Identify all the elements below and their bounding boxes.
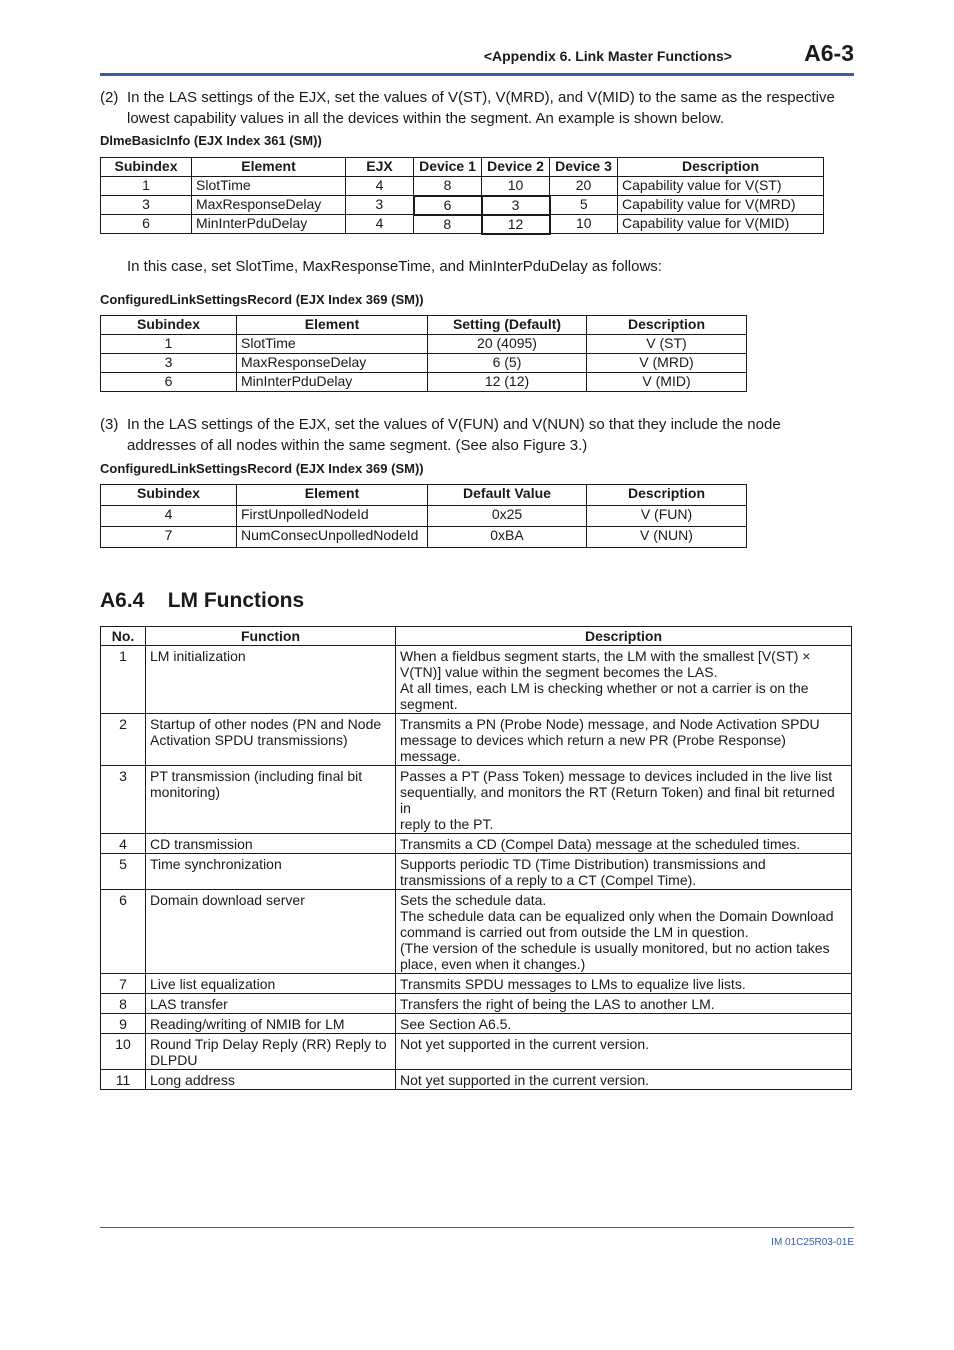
- cell-line: Startup of other nodes (PN and Node: [150, 716, 382, 732]
- paragraph-number: (3): [100, 416, 119, 433]
- function-number: 9: [101, 1014, 146, 1034]
- table-cell: V (FUN): [587, 506, 747, 527]
- column-header: Subindex: [101, 158, 192, 177]
- table-row: [101, 527, 747, 548]
- table-cell: SlotTime: [237, 335, 428, 354]
- function-description: [396, 834, 852, 854]
- column-header: Device 2: [482, 158, 550, 177]
- cell-line: Transmits a CD (Compel Data) message at the scheduled times.: [400, 836, 801, 852]
- table-row: [101, 834, 852, 854]
- function-description: [396, 1014, 852, 1034]
- paragraph-number: (2): [100, 89, 119, 106]
- table-cell: Capability value for V(MRD): [618, 196, 824, 215]
- configured-link-settings-table: [100, 315, 747, 392]
- dlme-basic-info-table: [100, 157, 824, 235]
- cell-line: DLPDU: [150, 1052, 198, 1068]
- table-cell: 20: [550, 177, 618, 196]
- cell-line: segment.: [400, 696, 458, 712]
- table-cell: 8: [414, 177, 482, 196]
- function-name: [146, 1014, 396, 1034]
- cell-line: Transfers the right of being the LAS to another LM.: [400, 996, 715, 1012]
- table-row: [101, 1070, 852, 1090]
- column-header: Element: [237, 316, 428, 335]
- column-header: Element: [192, 158, 346, 177]
- column-header: Device 1: [414, 158, 482, 177]
- cell-line: Activation SPDU transmissions): [150, 732, 348, 748]
- table-cell: NumConsecUnpolledNodeId: [237, 527, 428, 548]
- cell-line: Round Trip Delay Reply (RR) Reply to: [150, 1036, 387, 1052]
- column-header: Device 3: [550, 158, 618, 177]
- function-number: 1: [101, 646, 146, 714]
- cell-line: At all times, each LM is checking whether or not a carrier is on the: [400, 680, 809, 696]
- column-header: Description: [396, 627, 852, 646]
- table-cell: 8: [414, 215, 482, 234]
- column-header: Description: [587, 316, 747, 335]
- table-cell: V (ST): [587, 335, 747, 354]
- header-rule: [100, 73, 854, 76]
- table-cell: Capability value for V(ST): [618, 177, 824, 196]
- function-number: 11: [101, 1070, 146, 1090]
- cell-line: Not yet supported in the current version.: [400, 1072, 650, 1088]
- cell-line: PT transmission (including final bit: [150, 768, 363, 784]
- column-header: Function: [146, 627, 396, 646]
- table-cell: 7: [101, 527, 237, 548]
- cell-line: sequentially, and monitors the RT (Return Token) and final bit returned in: [400, 784, 835, 816]
- function-number: 3: [101, 766, 146, 834]
- cell-line: monitoring): [150, 784, 221, 800]
- table-row: [101, 506, 747, 527]
- function-number: 10: [101, 1034, 146, 1070]
- table-cell: 0xBA: [428, 527, 587, 548]
- cell-line: Sets the schedule data.: [400, 892, 547, 908]
- cell-line: Passes a PT (Pass Token) message to devices included in the live list: [400, 768, 833, 784]
- table-row: [101, 994, 852, 1014]
- cell-line: Domain download server: [150, 892, 305, 908]
- function-description: [396, 646, 852, 714]
- table-row: [101, 854, 852, 890]
- paragraph-line: lowest capability values in all the devices within the segment. An example is shown below.: [127, 110, 724, 127]
- function-name: [146, 890, 396, 974]
- cell-line: command is carried out from outside the LM in question.: [400, 924, 749, 940]
- column-header: Setting (Default): [428, 316, 587, 335]
- function-number: 5: [101, 854, 146, 890]
- table2-caption: ConfiguredLinkSettingsRecord (EJX Index 369 (SM)): [100, 292, 424, 307]
- function-description: [396, 766, 852, 834]
- table1-caption: DlmeBasicInfo (EJX Index 361 (SM)): [100, 133, 322, 148]
- table-cell: 6 (5): [428, 354, 587, 373]
- function-description: [396, 890, 852, 974]
- cell-line: message.: [400, 748, 461, 764]
- cell-line: Transmits SPDU messages to LMs to equalize live lists.: [400, 976, 746, 992]
- cell-line: V(TN)] value within the segment becomes the LAS.: [400, 664, 718, 680]
- function-name: [146, 834, 396, 854]
- unpolled-node-table: [100, 484, 747, 548]
- table-cell: 4: [101, 506, 237, 527]
- table-row: [101, 354, 747, 373]
- table-row: [101, 646, 852, 714]
- table-cell: 1: [101, 335, 237, 354]
- cell-line: The schedule data can be equalized only when the Domain Download: [400, 908, 834, 924]
- cell-line: See Section A6.5.: [400, 1016, 512, 1032]
- cell-line: Reading/writing of NMIB for LM: [150, 1016, 345, 1032]
- table-cell: 0x25: [428, 506, 587, 527]
- table-header-row: [101, 158, 824, 177]
- table-cell: SlotTime: [192, 177, 346, 196]
- column-header: Subindex: [101, 485, 237, 506]
- function-number: 4: [101, 834, 146, 854]
- function-description: [396, 974, 852, 994]
- table-row: [101, 1034, 852, 1070]
- cell-line: Time synchronization: [150, 856, 282, 872]
- cell-line: (The version of the schedule is usually monitored, but no action takes: [400, 940, 830, 956]
- column-header: Subindex: [101, 316, 237, 335]
- function-name: [146, 1034, 396, 1070]
- column-header: EJX: [346, 158, 414, 177]
- function-name: [146, 646, 396, 714]
- table-row: [101, 373, 747, 392]
- table-row: [101, 974, 852, 994]
- table-cell: FirstUnpolledNodeId: [237, 506, 428, 527]
- cell-line: message to devices which return a new PR (Probe Response): [400, 732, 786, 748]
- running-header: <Appendix 6. Link Master Functions>: [483, 48, 732, 64]
- table-cell: V (MID): [587, 373, 747, 392]
- table-cell: 6: [101, 373, 237, 392]
- function-description: [396, 854, 852, 890]
- cell-line: CD transmission: [150, 836, 253, 852]
- table-row: [101, 196, 824, 215]
- cell-line: Transmits a PN (Probe Node) message, and Node Activation SPDU: [400, 716, 820, 732]
- table-cell: MaxResponseDelay: [237, 354, 428, 373]
- table-header-row: [101, 485, 747, 506]
- paragraph-line: In the LAS settings of the EJX, set the values of V(ST), V(MRD), and V(MID) to the same as the respective: [127, 89, 835, 106]
- function-name: [146, 714, 396, 766]
- table-header-row: [101, 316, 747, 335]
- table-cell: MinInterPduDelay: [237, 373, 428, 392]
- table-cell: 10: [550, 215, 618, 234]
- function-name: [146, 1070, 396, 1090]
- table-row: [101, 215, 824, 234]
- function-number: 2: [101, 714, 146, 766]
- document-number: IM 01C25R03-01E: [771, 1237, 854, 1248]
- cell-line: place, even when it changes.): [400, 956, 586, 972]
- column-header: No.: [101, 627, 146, 646]
- paragraph-2: [100, 87, 860, 129]
- cell-line: LM initialization: [150, 648, 246, 664]
- table-cell: 20 (4095): [428, 335, 587, 354]
- table-cell: V (MRD): [587, 354, 747, 373]
- table-cell: MinInterPduDelay: [192, 215, 346, 234]
- table-header-row: [101, 627, 852, 646]
- cell-line: transmissions of a reply to a CT (Compel Time).: [400, 872, 697, 888]
- function-name: [146, 854, 396, 890]
- table-row: [101, 890, 852, 974]
- table-cell: V (NUN): [587, 527, 747, 548]
- function-name: [146, 994, 396, 1014]
- cell-line: reply to the PT.: [400, 816, 494, 832]
- footer-rule: [100, 1227, 854, 1228]
- cell-line: When a fieldbus segment starts, the LM with the smallest [V(ST) ×: [400, 648, 811, 664]
- function-description: [396, 994, 852, 1014]
- table-cell: 6: [101, 215, 192, 234]
- table-cell: 4: [346, 215, 414, 234]
- function-name: [146, 974, 396, 994]
- function-name: [146, 766, 396, 834]
- paragraph-line: In the LAS settings of the EJX, set the values of V(FUN) and V(NUN) so that they include the node: [127, 416, 781, 433]
- cell-line: Live list equalization: [150, 976, 276, 992]
- table-cell: 3: [101, 196, 192, 215]
- function-description: [396, 1034, 852, 1070]
- table3-caption: ConfiguredLinkSettingsRecord (EJX Index 369 (SM)): [100, 461, 424, 476]
- function-number: 7: [101, 974, 146, 994]
- table-row: [101, 335, 747, 354]
- in-case-text: In this case, set SlotTime, MaxResponseTime, and MinInterPduDelay as follows:: [127, 258, 662, 275]
- lowest-value-cell: 6: [414, 196, 482, 215]
- cell-line: Supports periodic TD (Time Distribution) transmissions and: [400, 856, 766, 872]
- page-code: A6-3: [804, 40, 854, 66]
- paragraph-line: addresses of all nodes within the same segment. (See also Figure 3.): [127, 437, 588, 454]
- cell-line: Long address: [150, 1072, 235, 1088]
- function-number: 8: [101, 994, 146, 1014]
- table-cell: 1: [101, 177, 192, 196]
- table-row: [101, 1014, 852, 1034]
- column-header: Description: [587, 485, 747, 506]
- cell-line: Not yet supported in the current version.: [400, 1036, 650, 1052]
- table-cell: MaxResponseDelay: [192, 196, 346, 215]
- section-heading: A6.4 LM Functions: [100, 589, 305, 612]
- table-cell: 3: [101, 354, 237, 373]
- table-cell: 5: [550, 196, 618, 215]
- lowest-value-cell: 12: [482, 215, 550, 234]
- column-header: Default Value: [428, 485, 587, 506]
- column-header: Element: [237, 485, 428, 506]
- table-cell: 10: [482, 177, 550, 196]
- paragraph-3: [100, 414, 860, 456]
- lm-functions-table: [100, 626, 852, 1090]
- function-description: [396, 714, 852, 766]
- function-number: 6: [101, 890, 146, 974]
- function-description: [396, 1070, 852, 1090]
- table-row: [101, 714, 852, 766]
- table-row: [101, 177, 824, 196]
- cell-line: LAS transfer: [150, 996, 228, 1012]
- table-cell: 12 (12): [428, 373, 587, 392]
- table-cell: 4: [346, 177, 414, 196]
- column-header: Description: [618, 158, 824, 177]
- table-cell: 3: [346, 196, 414, 215]
- table-cell: Capability value for V(MID): [618, 215, 824, 234]
- lowest-value-cell: 3: [482, 196, 550, 215]
- table-row: [101, 766, 852, 834]
